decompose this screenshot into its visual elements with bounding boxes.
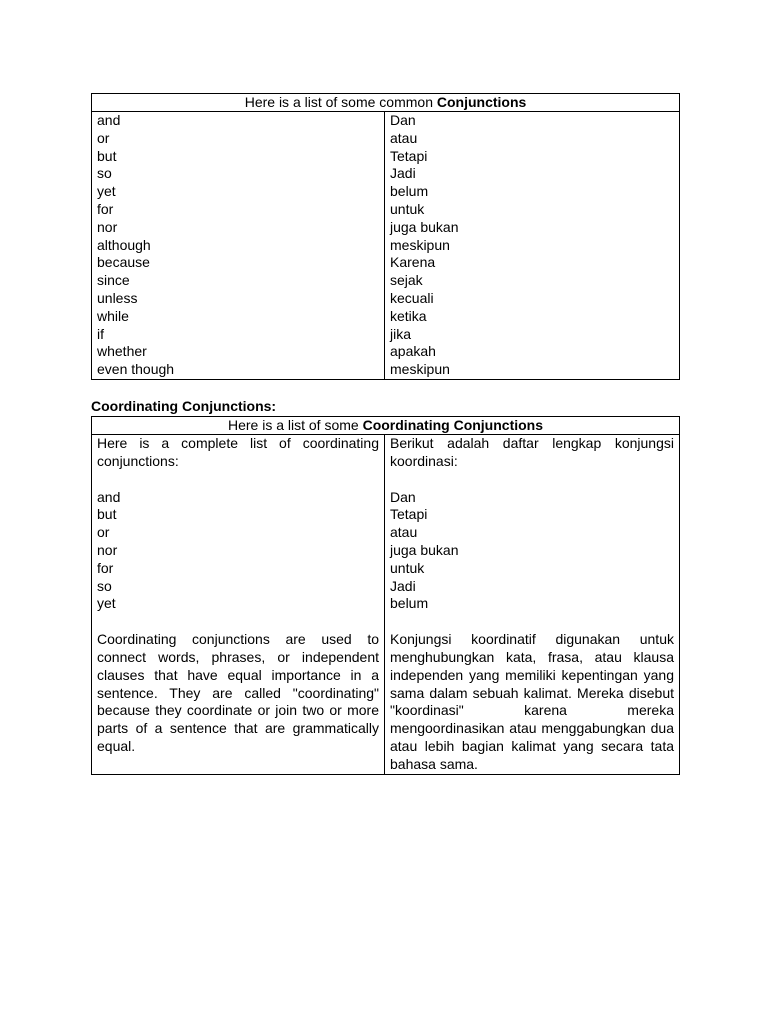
- list-item: or: [97, 129, 110, 146]
- list-item: Tetapi: [390, 506, 428, 523]
- list-item: but: [97, 147, 117, 164]
- table-header-row: [92, 94, 680, 112]
- list-item: Jadi: [390, 165, 416, 182]
- list-item: although: [97, 236, 151, 253]
- list-item: Tetapi: [390, 147, 428, 164]
- list-item: nor: [97, 218, 118, 235]
- indonesian-word-list: [385, 112, 680, 380]
- list-item: while: [97, 307, 129, 324]
- list-item: Jadi: [390, 577, 416, 594]
- english-column: [92, 435, 385, 775]
- list-item: yet: [97, 595, 116, 612]
- list-item: ketika: [390, 307, 427, 324]
- list-item: sejak: [390, 272, 423, 289]
- list-item: juga bukan: [390, 541, 459, 558]
- intro-text: Here is a complete list of coordinating conjunctions:: [97, 435, 379, 469]
- list-item: untuk: [390, 559, 425, 576]
- table-header-bold: Coordinating Conjunctions: [362, 417, 544, 433]
- list-item: or: [97, 524, 110, 541]
- list-item: belum: [390, 595, 429, 612]
- intro-text: Berikut adalah daftar lengkap konjungsi koordinasi:: [390, 435, 674, 469]
- list-item: even though: [97, 361, 175, 378]
- list-item: belum: [390, 183, 429, 200]
- table-header-cell: [92, 94, 680, 112]
- table-header-prefix: Here is a list of some common: [244, 94, 437, 110]
- list-item: meskipun: [390, 361, 450, 378]
- list-item: and: [97, 488, 121, 505]
- list-item: so: [97, 577, 112, 594]
- list-item: atau: [390, 129, 418, 146]
- list-item: meskipun: [390, 236, 450, 253]
- coordinating-conjunctions-table: [91, 416, 680, 775]
- list-item: nor: [97, 541, 118, 558]
- list-item: Dan: [390, 488, 416, 505]
- english-word-list: [92, 112, 385, 380]
- table-header-cell: [92, 417, 680, 435]
- description-paragraph: Konjungsi koordinatif digunakan untuk menghubungkan kata, frasa, atau klausa independen yang memiliki kepentingan yang sama dalam sebuah kalimat. Mereka disebut "koordinasi" karena mereka mengoordinasikan atau menggabungkan dua atau lebih bagian kalimat yang secara tata bahasa sama.: [390, 631, 674, 772]
- list-item: if: [97, 325, 104, 342]
- list-item: for: [97, 200, 114, 217]
- list-item: since: [97, 272, 130, 289]
- list-item: Dan: [390, 112, 416, 128]
- table-header-prefix: Here is a list of some: [227, 417, 363, 433]
- list-item: Karena: [390, 254, 436, 271]
- table-body-row: [92, 435, 680, 775]
- indonesian-word-list: [390, 489, 674, 614]
- description-paragraph: Coordinating conjunctions are used to connect words, phrases, or independent clauses that have equal importance in a sentence. They are called "coordinating" because they coordinate or join two or more parts of a sentence that are grammatically equal.: [97, 631, 379, 754]
- table-body-row: [92, 112, 680, 380]
- section-heading: Coordinating Conjunctions:: [91, 398, 277, 414]
- list-item: whether: [97, 343, 147, 360]
- list-item: and: [97, 112, 121, 128]
- list-item: kecuali: [390, 289, 434, 306]
- indonesian-column: [385, 435, 680, 775]
- list-item: for: [97, 559, 114, 576]
- list-item: juga bukan: [390, 218, 459, 235]
- list-item: untuk: [390, 200, 425, 217]
- table-header-bold: Conjunctions: [436, 94, 527, 110]
- table-header-row: [92, 417, 680, 435]
- list-item: apakah: [390, 343, 436, 360]
- list-item: unless: [97, 289, 138, 306]
- list-item: but: [97, 506, 117, 523]
- list-item: so: [97, 165, 112, 182]
- list-item: jika: [390, 325, 412, 342]
- list-item: because: [97, 254, 150, 271]
- english-word-list: [97, 489, 379, 614]
- list-item: atau: [390, 524, 418, 541]
- common-conjunctions-table: [91, 93, 680, 380]
- list-item: yet: [97, 183, 116, 200]
